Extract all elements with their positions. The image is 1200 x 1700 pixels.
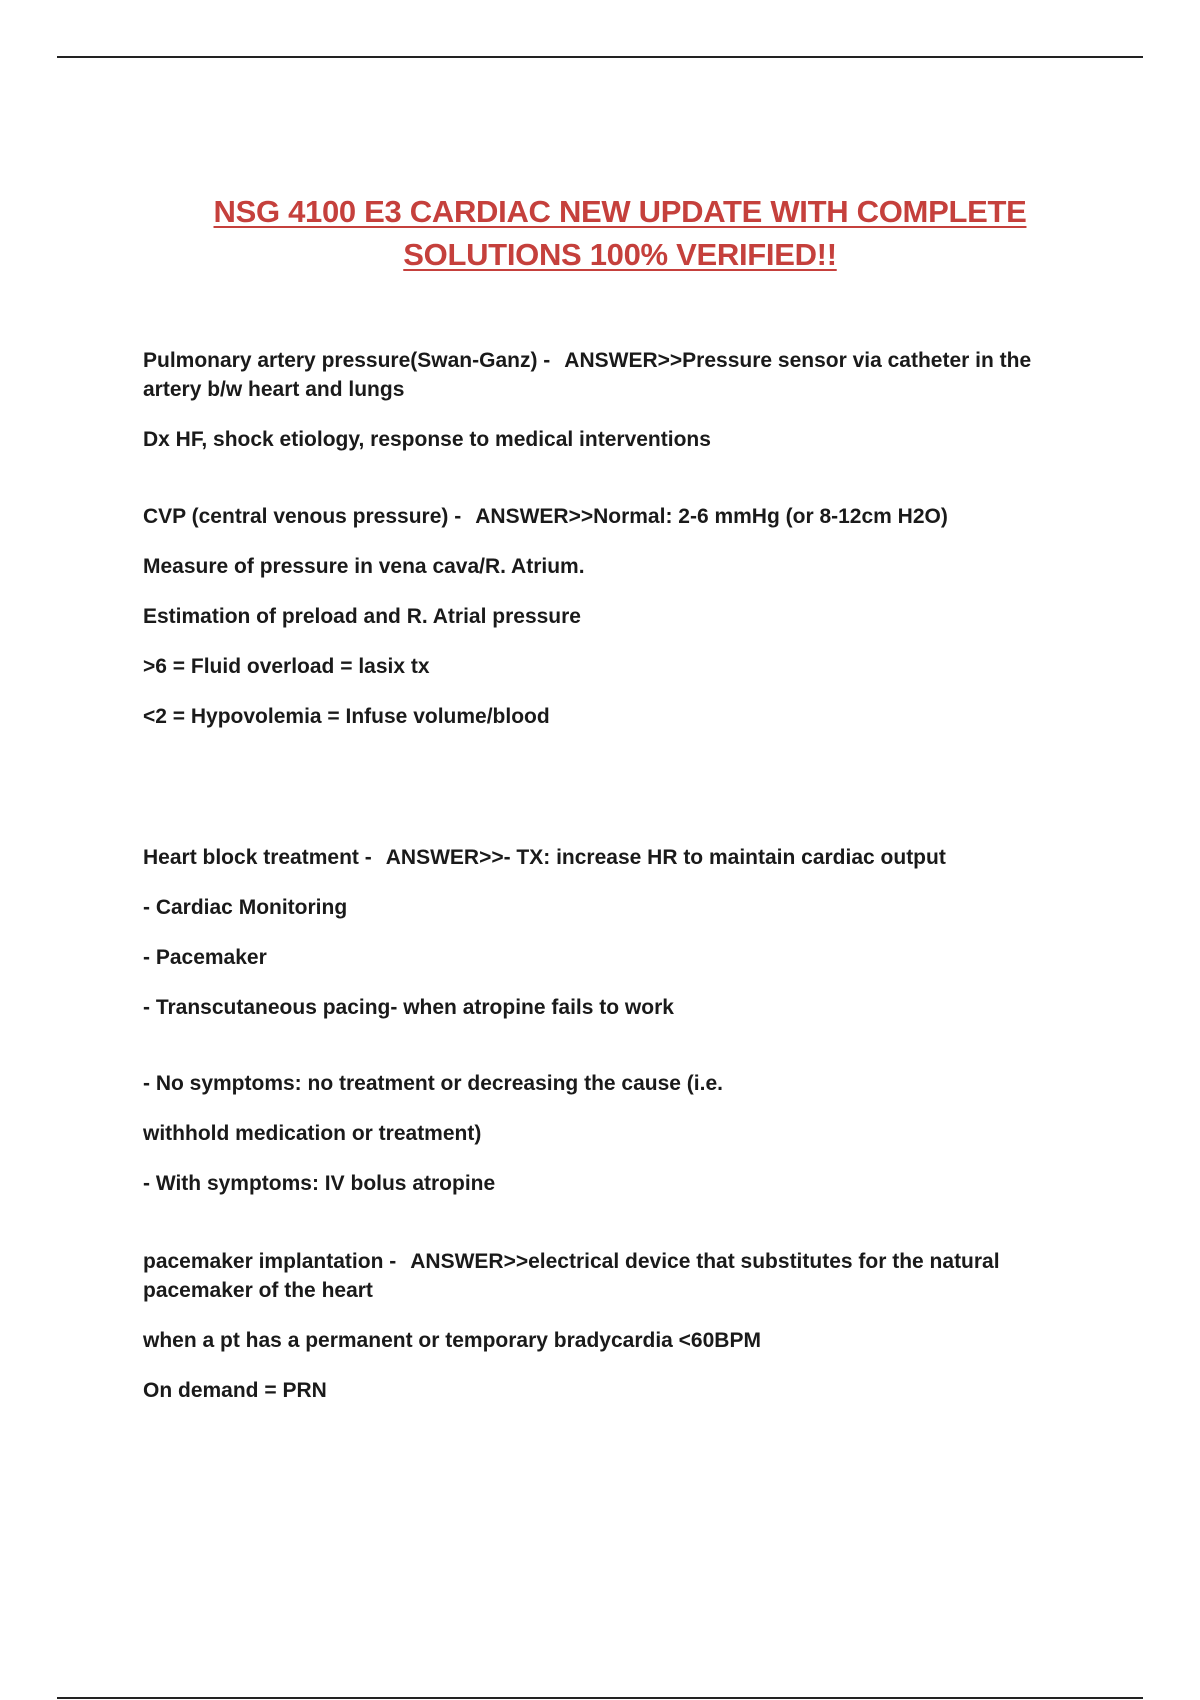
entry-question: Pulmonary artery pressure(Swan-Ganz) - [143, 349, 551, 372]
entry-question-answer [143, 1247, 1078, 1305]
entry-question: pacemaker implantation - [143, 1250, 397, 1273]
title-line-1: NSG 4100 E3 CARDIAC NEW UPDATE WITH COMPLETE [213, 194, 1027, 229]
entry-line: On demand = PRN [143, 1379, 327, 1402]
entry-line: - Cardiac Monitoring [143, 896, 348, 919]
entry-question-answer [143, 346, 1078, 404]
entry-line: when a pt has a permanent or temporary bradycardia <60BPM [143, 1329, 761, 1352]
top-rule [57, 56, 1143, 58]
entry-line: - With symptoms: IV bolus atropine [143, 1172, 496, 1195]
entry-line: Measure of pressure in vena cava/R. Atrium. [143, 555, 585, 578]
entry-answer: ANSWER>>Pressure sensor via catheter in the artery b/w heart and lungs [143, 349, 1032, 401]
entry-answer: ANSWER>>electrical device that substitutes for the natural pacemaker of the heart [143, 1250, 1000, 1302]
entry-question: CVP (central venous pressure) - [143, 505, 462, 528]
entry-line: Estimation of preload and R. Atrial pressure [143, 605, 581, 628]
entry-answer: ANSWER>>- TX: increase HR to maintain cardiac output [385, 846, 946, 869]
entry-line: <2 = Hypovolemia = Infuse volume/blood [143, 705, 550, 728]
entry-line: - Pacemaker [143, 946, 267, 969]
entry-line: - Transcutaneous pacing- when atropine fails to work [143, 996, 674, 1019]
entry-line: Dx HF, shock etiology, response to medical interventions [143, 428, 711, 451]
entry-line: - No symptoms: no treatment or decreasing the cause (i.e. [143, 1072, 723, 1095]
document-title [120, 190, 1120, 276]
entry-answer: ANSWER>>Normal: 2-6 mmHg (or 8-12cm H2O) [475, 505, 948, 528]
entry-question: Heart block treatment - [143, 846, 372, 869]
entry-line: >6 = Fluid overload = lasix tx [143, 655, 430, 678]
entry-line: withhold medication or treatment) [143, 1122, 482, 1145]
document-content [143, 346, 1078, 1426]
entry-question-answer [143, 843, 1078, 872]
title-line-2: SOLUTIONS 100% VERIFIED!! [403, 237, 837, 272]
entry-question-answer [143, 502, 1078, 531]
bottom-rule [57, 1697, 1143, 1699]
